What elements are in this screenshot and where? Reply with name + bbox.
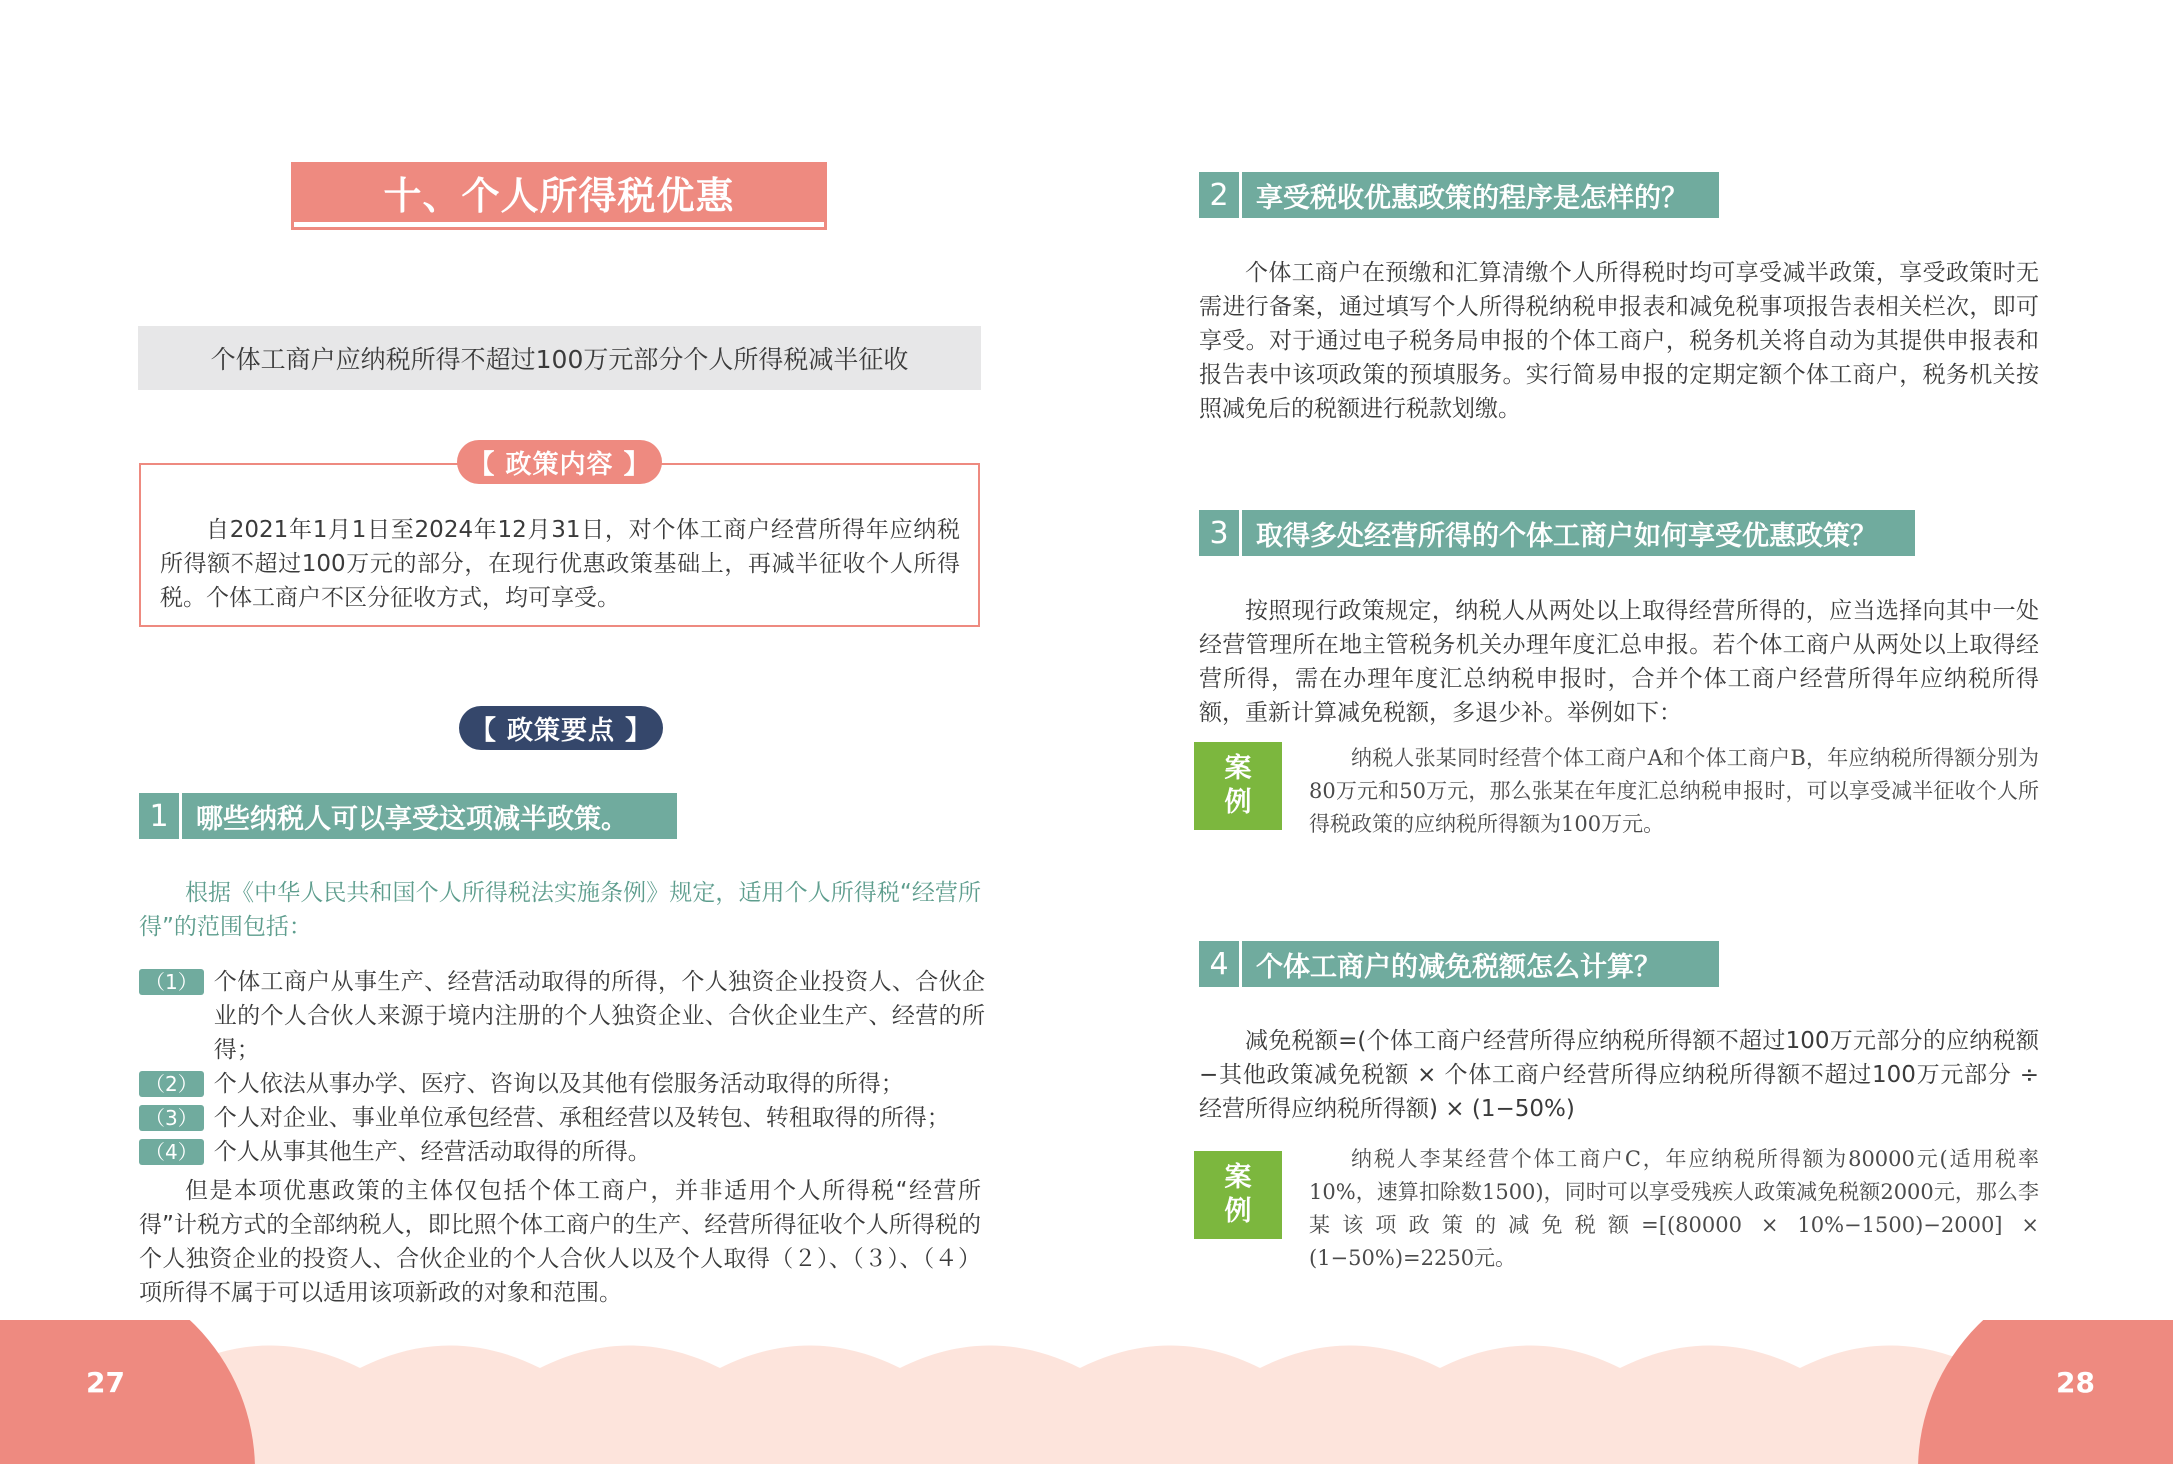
chapter-title: 十、个人所得税优惠 xyxy=(291,162,827,222)
case-badge-char: 例 xyxy=(1224,1196,1252,1227)
list-item xyxy=(139,1067,985,1101)
question-3-header xyxy=(1199,510,1915,556)
page-number-left: 27 xyxy=(86,1366,125,1399)
question-4-header xyxy=(1199,941,1719,987)
list-item-tag: （1） xyxy=(139,969,204,995)
question-2-header xyxy=(1199,172,1719,218)
case-1-badge xyxy=(1194,742,1282,830)
list-item-text: 个人对企业、事业单位承包经营、承租经营以及转包、转租取得的所得； xyxy=(213,1105,950,1131)
list-item-text: 个人从事其他生产、经营活动取得的所得。 xyxy=(213,1139,651,1165)
right-corner-circle xyxy=(1918,1320,2173,1464)
list-item-tag: （4） xyxy=(139,1139,204,1165)
scope-exclusion-text: 但是本项优惠政策的主体仅包括个体工商户，并非适用个人所得税“经营所得”计税方式的全部纳税人，即比照个体工商户的生产、经营所得征收个人所得税的个人独资企业的投资人、合伙企业的个人合伙人以及个人取得（２）、（３）、（４）项所得不属于可以适用该项新政的对象和范围。 xyxy=(139,1178,981,1306)
list-item-text: 个人依法从事办学、医疗、咨询以及其他有偿服务活动取得的所得； xyxy=(213,1071,904,1097)
case-badge-char: 例 xyxy=(1224,787,1252,818)
list-item-tag: （2） xyxy=(139,1071,204,1097)
case-2-text: 纳税人李某经营个体工商户C，年应纳税所得额为80000元(适用税率10%，速算扣除数1500)，同时可以享受残疾人政策减免税额2000元，那么李某该项政策的减免税额=[(80000 × 10%−1500)−2000] × (1−50%)=2250元。 xyxy=(1309,1147,2040,1270)
case-badge-char: 案 xyxy=(1224,1162,1252,1193)
case-2-badge xyxy=(1194,1151,1282,1239)
question-1-header xyxy=(139,793,677,839)
question-1-title: 哪些纳税人可以享受这项减半政策。 xyxy=(196,803,628,835)
question-1-number: 1 xyxy=(139,793,182,839)
question-4-formula: 减免税额=(个体工商户经营所得应纳税所得额不超过100万元部分的应纳税额−其他政策减免税额 × 个体工商户经营所得应纳税所得额不超过100万元部分 ÷ 经营所得应纳税所得额) × (1−50%) xyxy=(1199,1028,2039,1122)
page-number-right: 28 xyxy=(2056,1366,2095,1399)
list-item xyxy=(139,1135,985,1169)
question-2-title: 享受税收优惠政策的程序是怎样的？ xyxy=(1256,182,1688,214)
chapter-title-underline xyxy=(291,222,827,230)
footer-wave-decoration xyxy=(0,1320,2173,1464)
question-4-title: 个体工商户的减免税额怎么计算？ xyxy=(1256,951,1661,983)
policy-content-text: 自2021年1月1日至2024年12月31日，对个体工商户经营所得年应纳税所得额不超过100万元的部分，在现行优惠政策基础上，再减半征收个人所得税。个体工商户不区分征收方式，均可享受。 xyxy=(160,517,960,611)
law-reference-text: 根据《中华人民共和国个人所得税法实施条例》规定，适用个人所得税“经营所得”的范围包括： xyxy=(139,880,981,940)
case-badge-char: 案 xyxy=(1224,753,1252,784)
list-item-text: 个体工商户从事生产、经营活动取得的所得，个人独资企业投资人、合伙企业的个人合伙人来源于境内注册的个人独资企业、合伙企业生产、经营的所得； xyxy=(213,969,985,1063)
list-item xyxy=(139,1101,985,1135)
question-3-answer: 按照现行政策规定，纳税人从两处以上取得经营所得的，应当选择向其中一处经营管理所在地主管税务机关办理年度汇总申报。若个体工商户从两处以上取得经营所得，需在办理年度汇总纳税申报时，合并个体工商户经营所得年应纳税所得额，重新计算减免税额，多退少补。举例如下： xyxy=(1199,598,2039,726)
case-1-text: 纳税人张某同时经营个体工商户A和个体工商户B，年应纳税所得额分别为80万元和50万元，那么张某在年度汇总纳税申报时，可以享受减半征收个人所得税政策的应纳税所得额为100万元。 xyxy=(1309,746,2039,836)
list-item xyxy=(139,965,985,1067)
left-corner-circle xyxy=(0,1320,255,1464)
policy-points-label: 【 政策要点 】 xyxy=(459,706,663,750)
policy-content-label: 【 政策内容 】 xyxy=(457,440,662,484)
policy-banner: 个体工商户应纳税所得不超过100万元部分个人所得税减半征收 xyxy=(138,326,981,390)
list-item-tag: （3） xyxy=(139,1105,204,1131)
income-scope-list xyxy=(139,965,985,1169)
question-3-number: 3 xyxy=(1199,510,1242,556)
question-2-answer: 个体工商户在预缴和汇算清缴个人所得税时均可享受减半政策，享受政策时无需进行备案，通过填写个人所得税纳税申报表和减免税事项报告表相关栏次，即可享受。对于通过电子税务局申报的个体工商户，税务机关将自动为其提供申报表和报告表中该项政策的预填服务。实行简易申报的定期定额个体工商户，税务机关按照减免后的税额进行税款划缴。 xyxy=(1199,260,2039,422)
question-3-title: 取得多处经营所得的个体工商户如何享受优惠政策？ xyxy=(1256,520,1877,552)
question-2-number: 2 xyxy=(1199,172,1242,218)
question-4-number: 4 xyxy=(1199,941,1242,987)
